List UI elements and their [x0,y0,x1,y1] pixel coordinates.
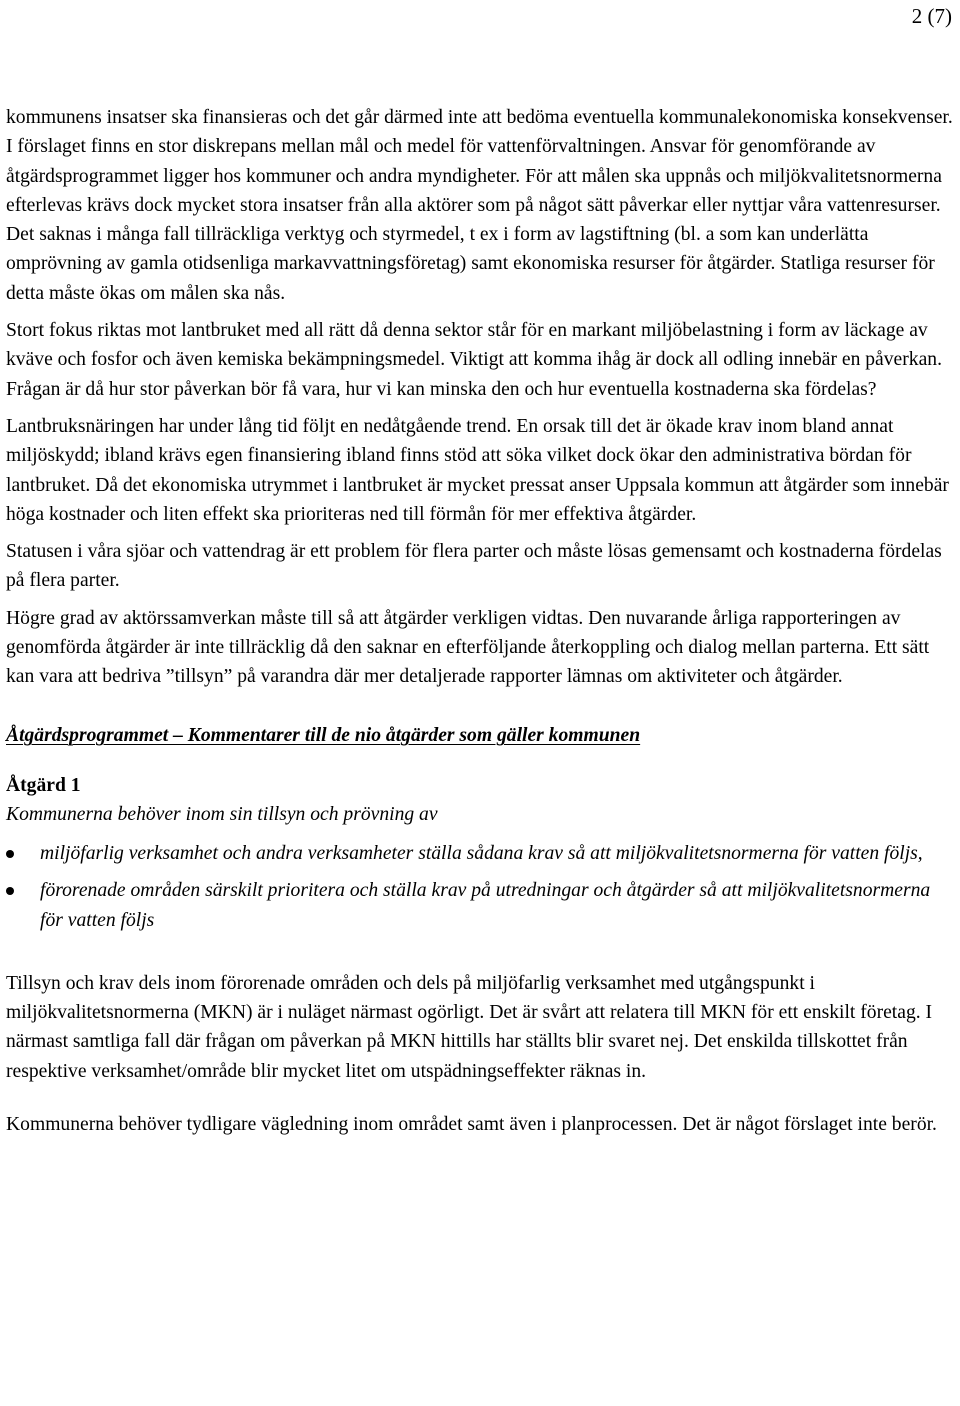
section-heading: Åtgärdsprogrammet – Kommentarer till de nio åtgärder som gäller kommunen [6,724,641,746]
paragraph-3: Stort fokus riktas mot lantbruket med all rätt då denna sektor står för en markant miljöbelastning i form av läckage av kväve och fosfor och även kemiska bekämpningsmedel. Viktigt att komma ihåg är dock all odling innebär en påverkan. Frågan är då hur stor påverkan bör få vara, hur vi kan minska den och hur eventuella kostnaderna ska fördelas? [6,320,942,400]
paragraph-6: Högre grad av aktörssamverkan måste till så att åtgärder verkligen vidtas. Den nuvarande årliga rapporteringen av genomförda åtgärder är inte tillräcklig då den saknar en efterföljande återkoppling och dialog mellan parterna. Ett sätt kan vara att bedriva ”tillsyn” på varandra där mer detaljerade rapporter lämnas om aktiviteter och åtgärder. [6,607,930,688]
page-number: 2 (7) [911,4,952,28]
paragraph-5: Statusen i våra sjöar och vattendrag är ett problem för flera parter och måste lösas gemensamt och kostnaderna fördelas på flera parter. [6,541,942,592]
bullet-icon [6,887,14,895]
list-item [6,839,956,868]
list-item-text: miljöfarlig verksamhet och andra verksamheter ställa sådana krav så att miljökvalitetsnormerna för vatten följs, [40,842,923,864]
action-intro: Kommunerna behöver inom sin tillsyn och prövning av [6,803,438,825]
paragraph-1: kommunens insatser ska finansieras och det går därmed inte att bedöma eventuella kommunalekonomiska konsekvenser. [6,107,953,128]
paragraph-4: Lantbruksnäringen har under lång tid följt en nedåtgående trend. En orsak till det är ökade krav inom bland annat miljöskydd; ibland krävs egen finansiering ibland finns stöd att söka vilket dock ökar den administrativa bördan för lantbruket. Då det ekonomiska utrymmet i lantbruket är mycket pressat anser Uppsala kommun att åtgärder som innebär höga kostnader och liten effekt ska prioriteras ned till förmån för mer effektiva åtgärder. [6,415,949,525]
document-body [6,103,956,1139]
comment-paragraph-1: Tillsyn och krav dels inom förorenade områden och dels på miljöfarlig verksamhet med utgångspunkt i miljökvalitetsnormerna (MKN) är i nuläget närmast ogörligt. Det är svårt att relatera till MKN för ett enskilt företag. I närmast samtliga fall där frågan om påverkan på MKN hittills har ställts blir svaret nej. Det enskilda tillskottet från respektive verksamhet/område blir mycket litet om utspädningseffekter räknas in. [6,972,933,1082]
list-item-text: förorenade områden särskilt prioritera och ställa krav på utredningar och åtgärder så att miljökvalitetsnormerna för vatten följs [40,880,931,931]
list-item [6,876,956,935]
paragraph-2: I förslaget finns en stor diskrepans mellan mål och medel för vattenförvaltningen. Ansvar för genomförande av åtgärdsprogrammet ligger hos kommuner och andra myndigheter. För att målen ska uppnås och miljökvalitetsnormerna efterlevas krävs dock mycket stora insatser från alla aktörer som på något sätt påverkar eller nyttjar våra vattenresurser. Det saknas i många fall tillräckliga verktyg och styrmedel, t ex i form av lagstiftning (bl. a som kan underlätta omprövning av gamla otidsenliga markavvattningsföretag) samt ekonomiska resurser för åtgärder. Statliga resurser för detta måste ökas om målen ska nås. [6,136,942,304]
comment-paragraph-2: Kommunerna behöver tydligare vägledning inom området samt även i planprocessen. Det är något förslaget inte berör. [6,1114,937,1136]
action-heading: Åtgärd 1 [6,774,81,796]
bullet-icon [6,850,14,858]
requirements-list [6,839,956,935]
